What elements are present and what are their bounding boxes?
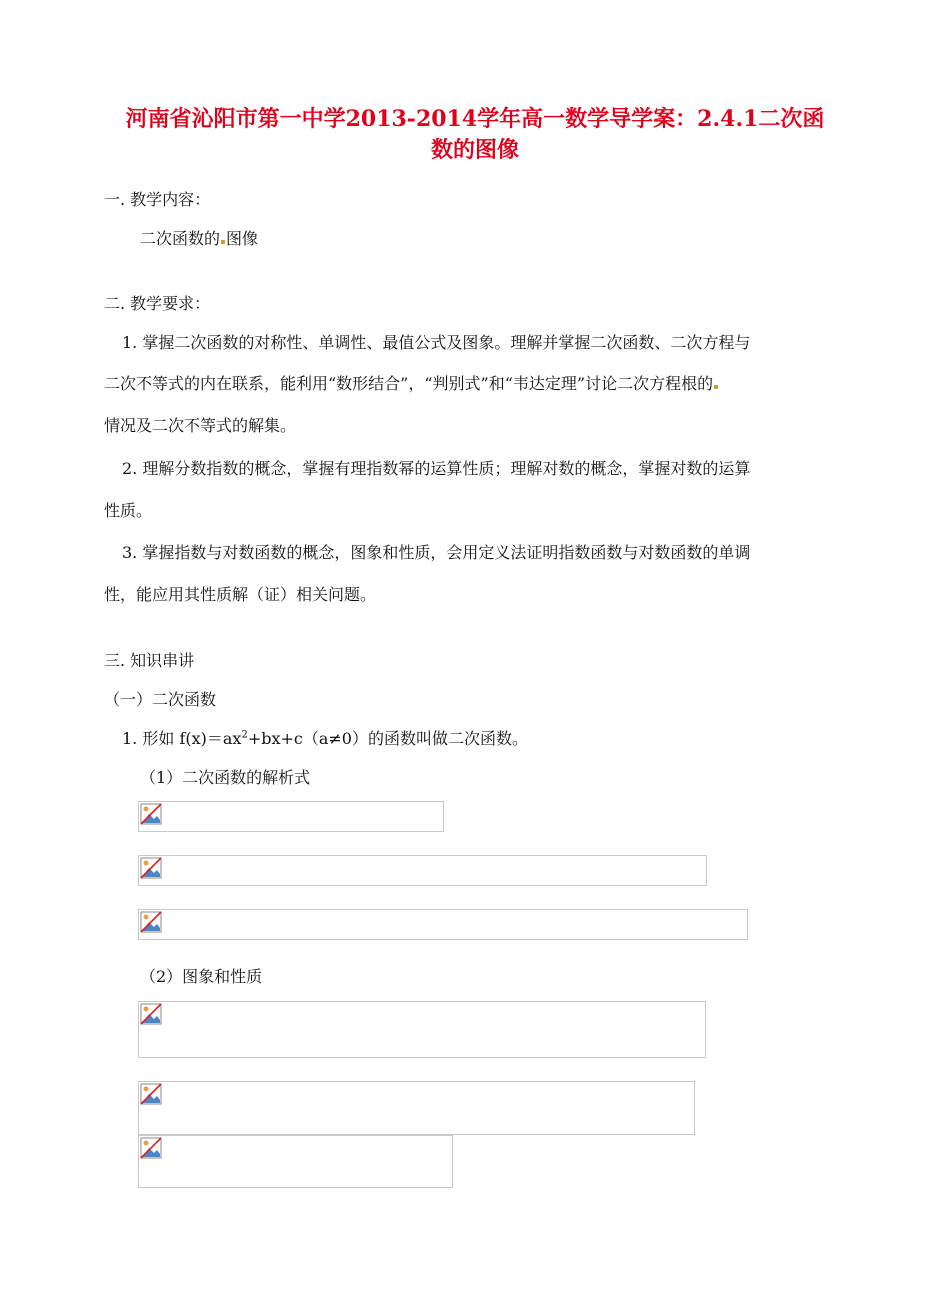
section-2-heading: 二. 教学要求： xyxy=(104,294,211,313)
broken-image-5 xyxy=(138,1081,695,1135)
broken-image-icon xyxy=(140,1003,162,1025)
subheading-analytic-form: （1）二次函数的解析式 xyxy=(140,768,311,787)
subsection-1-heading: （一）二次函数 xyxy=(104,690,217,709)
section-3-heading: 三. 知识串讲 xyxy=(104,651,195,670)
definition-part-a: 1. 形如 f(x)＝ax xyxy=(122,729,242,748)
requirement-2-line-2: 性质。 xyxy=(104,501,153,520)
requirement-1-line-1: 1. 掌握二次函数的对称性、单调性、最值公式及图象。理解并掌握二次函数、二次方程与 xyxy=(122,333,751,352)
section-1-body-a: 二次函数的 xyxy=(140,229,221,248)
broken-image-icon xyxy=(140,1083,162,1105)
requirement-2-line-1: 2. 理解分数指数的概念，掌握有理指数幂的运算性质；理解对数的概念，掌握对数的运算 xyxy=(122,459,751,478)
stray-dot xyxy=(221,240,225,244)
definition-part-b: +bx+c（a≠0）的函数叫做二次函数。 xyxy=(247,729,528,748)
requirement-3-line-2: 性，能应用其性质解（证）相关问题。 xyxy=(104,585,377,604)
broken-image-icon xyxy=(140,1137,162,1159)
broken-image-icon xyxy=(140,803,162,825)
title-line-1: 河南省沁阳市第一中学2013-2014学年高一数学导学案：2.4.1二次函 xyxy=(125,106,825,132)
definition-line xyxy=(122,729,528,749)
requirement-1-line-3: 情况及二次不等式的解集。 xyxy=(104,416,297,435)
broken-image-6 xyxy=(138,1135,453,1188)
broken-image-1 xyxy=(138,801,444,832)
broken-image-3 xyxy=(138,909,748,940)
requirement-1-line-2 xyxy=(104,374,719,394)
broken-image-icon xyxy=(140,857,162,879)
stray-dot xyxy=(714,385,718,389)
broken-image-4 xyxy=(138,1001,706,1058)
section-1-heading: 一. 教学内容： xyxy=(104,190,211,209)
subheading-graph-properties: （2）图象和性质 xyxy=(140,967,263,986)
definition-exponent: 2 xyxy=(241,729,248,741)
document-title xyxy=(70,104,880,166)
requirement-1-line-2-text: 二次不等式的内在联系，能利用“数形结合”，“判别式”和“韦达定理”讨论二次方程根的 xyxy=(104,374,714,393)
broken-image-icon xyxy=(140,911,162,933)
requirement-3-line-1: 3. 掌握指数与对数函数的概念，图象和性质，会用定义法证明指数函数与对数函数的单调 xyxy=(122,543,751,562)
section-1-body-b: 图像 xyxy=(226,229,259,248)
section-1-body xyxy=(140,229,258,249)
title-line-2: 数的图像 xyxy=(430,137,519,163)
broken-image-2 xyxy=(138,855,707,886)
